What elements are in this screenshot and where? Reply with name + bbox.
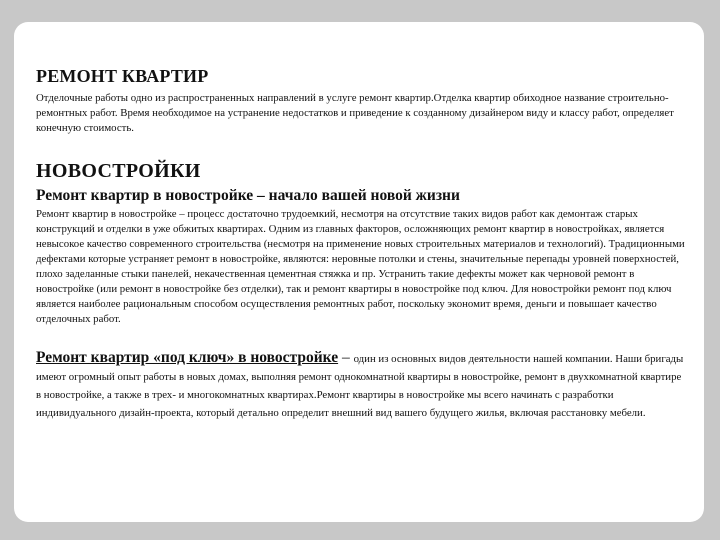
subheading-new-building-repair: Ремонт квартир в новостройке – начало вашей новой жизни xyxy=(36,187,460,204)
intro-paragraph: Отделочные работы одно из распространенных направлений в услуге ремонт квартир.Отделка квартир обиходное название строительно-ремонтных работ. Время необходимое на устранение недостатков и приведение к созданному дизайнером виду и классу работ, определяет конечную стоимость. xyxy=(36,92,674,134)
turnkey-paragraph xyxy=(36,349,686,422)
turnkey-lead: Ремонт квартир «под ключ» в новостройке xyxy=(36,349,339,366)
heading-remont-kvartir: РЕМОНТ КВАРТИР xyxy=(36,66,209,86)
slide xyxy=(14,22,704,522)
slide-content xyxy=(36,66,686,422)
heading-novostroyki: НОВОСТРОЙКИ xyxy=(36,160,201,182)
new-building-paragraph: Ремонт квартир в новостройке – процесс достаточно трудоемкий, несмотря на отсутствие таких видов работ как демонтаж старых конструкций и отделки в уже обжитых квартирах. Одним из главных факторов, осложняющих ремонт квартир в новостройках, является невысокое качество современного строительства (несмотря на применение новых строительных материалов и технологий). Традиционными дефектами которые устраняет ремонт в новостройке, являются: неровные потолки и стены, значительные перепады уровней поверхностей, плохо заделанные стыки панелей, некачественная цементная стяжка и пр. Устранить такие дефекты может как черновой ремонт в новостройке (или ремонт в новостройке без отделки), так и ремонт квартиры в новостройке под ключ. Для новостройки ремонт под ключ является наиболее рациональным способом осуществления ремонтных работ, поскольку экономит время, деньги и повышает качество отделочных работ. xyxy=(36,208,685,325)
turnkey-dash: – xyxy=(338,349,354,366)
turnkey-text: один из основных видов деятельности нашей компании. Наши бригады имеют огромный опыт работы в новых домах, выполняя ремонт однокомнатной квартиры в новостройке, ремонт в двухкомнатной квартире в новостройке, а также в трех- и многокомнатных квартирах.Ремонт квартиры в новостройке мы всего начинать с разработки индивидуального дизайн-проекта, который детально определит внешний вид вашего будущего жилья, включая расстановку мебели. xyxy=(36,353,684,419)
